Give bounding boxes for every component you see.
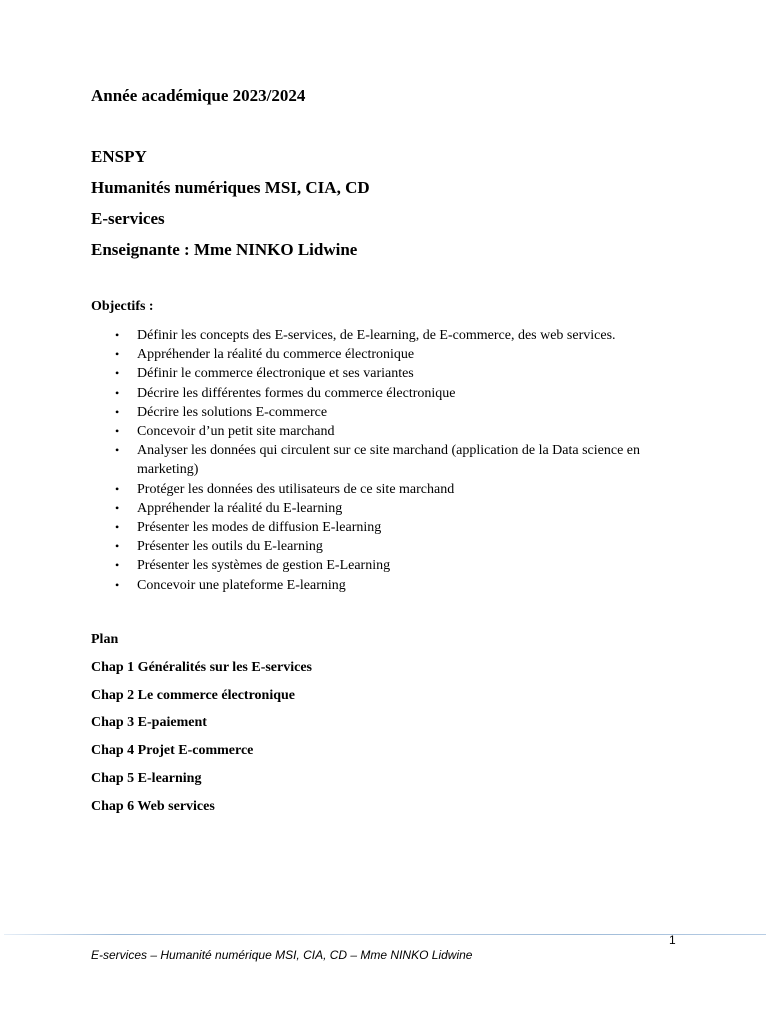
objective-item <box>91 518 691 537</box>
footer-text: E-services – Humanité numérique MSI, CIA, CD – Mme NINKO Lidwine <box>91 948 473 962</box>
bullet-icon: • <box>115 347 120 362</box>
plan-chapter: Chap 5 E-learning <box>91 771 202 786</box>
objective-text: Concevoir une plateforme E-learning <box>137 577 346 593</box>
plan-chapter: Chap 6 Web services <box>91 799 215 814</box>
objective-text: Concevoir d’un petit site marchand <box>137 424 335 440</box>
objective-text: Présenter les outils du E-learning <box>137 539 323 555</box>
school-name: ENSPY <box>91 147 147 166</box>
objective-text: Définir le commerce électronique et ses variantes <box>137 366 414 382</box>
page-number: 1 <box>669 933 676 947</box>
bullet-icon: • <box>115 443 120 458</box>
objective-text: Appréhender la réalité du E-learning <box>137 500 343 516</box>
plan-chapter: Chap 2 Le commerce électronique <box>91 688 295 703</box>
objective-text: Décrire les différentes formes du commerce électronique <box>137 385 456 401</box>
bullet-icon: • <box>115 404 120 419</box>
plan-title: Plan <box>91 632 119 647</box>
bullet-icon: • <box>115 558 120 573</box>
objective-item <box>91 384 691 403</box>
bullet-icon: • <box>115 481 120 496</box>
bullet-icon: • <box>115 328 120 342</box>
academic-year: Année académique 2023/2024 <box>91 86 306 105</box>
objective-text: Présenter les modes de diffusion E-learning <box>137 520 382 536</box>
objective-item <box>91 576 691 595</box>
bullet-icon: • <box>115 366 120 381</box>
objective-text: Présenter les systèmes de gestion E-Learning <box>137 558 391 574</box>
objective-item <box>91 326 691 345</box>
objective-item <box>91 403 691 422</box>
objective-text: Définir les concepts des E-services, de E-learning, de E-commerce, des web services. <box>137 328 616 343</box>
objective-item <box>91 345 691 364</box>
footer-divider <box>4 934 766 935</box>
objective-item <box>91 556 691 575</box>
objectives-title: Objectifs : <box>91 299 154 314</box>
objectives-list <box>91 326 691 595</box>
objective-item <box>91 441 691 479</box>
objective-item <box>91 364 691 383</box>
subject-title: E-services <box>91 209 165 228</box>
objective-item <box>91 499 691 518</box>
objective-text: Décrire les solutions E-commerce <box>137 404 328 420</box>
bullet-icon: • <box>115 577 120 592</box>
objective-item <box>91 537 691 556</box>
objective-item <box>91 422 691 441</box>
bullet-icon: • <box>115 385 120 400</box>
teacher-name: Enseignante : Mme NINKO Lidwine <box>91 240 358 259</box>
bullet-icon: • <box>115 520 120 535</box>
bullet-icon: • <box>115 424 120 439</box>
plan-chapter: Chap 4 Projet E-commerce <box>91 743 254 758</box>
objective-text: Protéger les données des utilisateurs de ce site marchand <box>137 481 455 497</box>
objective-item <box>91 480 691 499</box>
plan-chapter: Chap 3 E-paiement <box>91 715 207 730</box>
objective-text: Appréhender la réalité du commerce électronique <box>137 347 415 363</box>
bullet-icon: • <box>115 539 120 554</box>
objective-text: Analyser les données qui circulent sur ce site marchand (application de la Data science en marketing) <box>137 443 641 478</box>
plan-chapter: Chap 1 Généralités sur les E-services <box>91 660 312 675</box>
bullet-icon: • <box>115 500 120 515</box>
program-title: Humanités numériques MSI, CIA, CD <box>91 178 370 197</box>
